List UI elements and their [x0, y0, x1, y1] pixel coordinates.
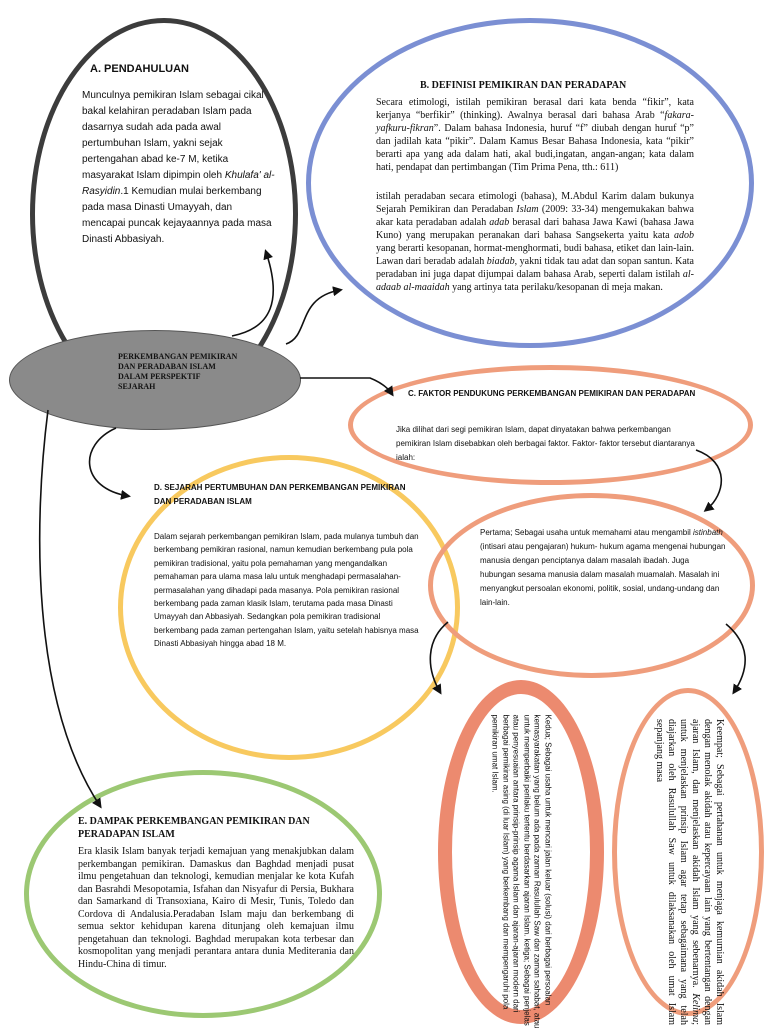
sejarah-title: D. SEJARAH PERTUMBUHAN DAN PERKEMBANGAN PEMIKIRAN DAN PERADABAN ISLAM [154, 483, 406, 506]
arrow-to-faktor-pertama [696, 450, 721, 510]
faktor-kedua-ketiga-body: Kedua; Sebagai usaha untuk mencari jalan keluar (solusi) dari berbagai persoalan kemasyarakatan yang belum ada pada zaman Rasulullah Saw dan zaman sahabat, atau untuk memperbaiki perilaku tertentu berdasarkan ajaran Islam. ketiga; Sebagai penjelas atau penyesuaian antara prinsip-prinsip agama Islam dan ajaran-ajaran modern dari berbagai pemikiran asing (di luar Islam) yang berkembang dan mempengaruhi pola pemikiran umat Islam. [491, 714, 553, 1029]
dampak-title: E. DAMPAK PERKEMBANGAN PEMIKIRAN DAN PERADAPAN ISLAM [78, 816, 310, 840]
arrow-to-faktor-keempat [726, 624, 745, 692]
pendahuluan-body: Munculnya pemikiran Islam sebagai cikal bakal kelahiran peradaban Islam pada dasarnya sudah ada pada awal pertumbuhan Islam, yakni sejak pertengahan abad ke-7 M, ketika masyarakat Islam dipimpin oleh Khulafa' al-Rasyidin.1 Kemudian mulai berkembang pada masa Dinasti Umayyah, dan mencapai puncak kejayaannya pada masa Dinasti Abbasiyah. [82, 90, 275, 245]
arrow-to-sejarah [90, 428, 128, 496]
center-topic-title: PERKEMBANGAN PEMIKIRAN DAN PERADABAN ISLAM DALAM PERSPEKTIF SEJARAH [118, 352, 238, 391]
faktor-body: Jika dilihat dari segi pemikiran Islam, dapat dinyatakan bahwa perkembangan pemikiran Islam disebabkan oleh berbagai faktor. Faktor- faktor tersebut diantaranya ialah: [396, 425, 695, 462]
sejarah-body: Dalam sejarah perkembangan pemikiran Islam, pada mulanya tumbuh dan berkembang pemikiran rasional, namun kemudian berkembang pula pola pemikiran tradisional, yaitu pola pemahaman yang mengandalkan pemahaman para ulama masa lalu untuk menghadapi permasalahan-permasalahan yang dihadapi pada masanya. Pola pemikiran rasional berkembang pada zaman klasik Islam, terutama pada masa Dinasti Umayyah dan Abbasiyah. Sedangkan pola pemikiran tradisional berkembang pada zaman pertengahan Islam, yaitu setelah habisnya masa Dinasti Abbasiyah hingga abad 18 M. [154, 532, 419, 649]
faktor-pertama-body: Pertama; Sebagai usaha untuk memahami atau mengambil istinbath (intisari atau pengajaran) hukum- hukum agama mengenai hubungan manusia dengan penciptanya dalam masalah ibadah. Juga hubungan sesama manusia dalam masalah muamalah. Masalah ini menyangkut persoalan ekonomi, politik, sosial, undang-undang dan lain-lain. [480, 528, 726, 607]
faktor-keempat-kelima-body: Keempat; Sebagai pertahanan untuk menjaga kemurnian akidah Islam dengan menolak akidah atau kepercayaan lain yang bertentangan dengan ajaran Islam, dan menjelaskan akidah Islam yang sebenarnya. Kelima; untuk menjelaskan prinsip Islam agar tetap sebagaimana yang telah diajarkan oleh Rasulullah Saw untuk dilaksanakan oleh umat Islam sepanjang masa [654, 719, 725, 1025]
pendahuluan-title: A. PENDAHULUAN [90, 63, 189, 75]
arrow-to-definisi [286, 290, 340, 344]
arrow-to-faktor-kedua [430, 622, 448, 692]
dampak-body: Era klasik Islam banyak terjadi kemajuan yang menakjubkan dalam perkembangan pemikiran. Damaskus dan Baghdad menjadi pusat ilmu pengetahuan dan teknologi, kemudian menjalar ke kota Kufah dan Basrahdi Mesopotamia, Isfahan dan Nisyafur di Persia, Bukhara dan Samarkand di Transoxiana, Kairo di Mesir, Tunis, Toledo dan Cordova di Andalusia.Peradaban Islam maju dan berkembang di semua sektor kehidupan karena ditunjang oleh kemajuan ilmu pengetahuan dan teknologi. Baghdad merupakan kota terbesar dan kosmopolitan yang menjadi perantara antara dunia Mediterania dan Hindu-China di timur. [78, 846, 354, 970]
definisi-title: B. DEFINISI PEMIKIRAN DAN PERADAPAN [420, 80, 627, 91]
definisi-paragraph-peradaban: istilah peradaban secara etimologi (bahasa), M.Abdul Karim dalam bukunya Sejarah Pemikiran dan Peradaban Islam (2009: 33-34) mengemukakan bahwa akar kata peradaban adalah adab berasal dari bahasa Jawa Kawi (bahasa Jawa Kuno) yang merupakan peranakan dari bahasa Sangsekerta yaitu kata adob yang berarti kesopanan, hormat-menghormati, budi bahasa, etiket dan lain-lain. Lawan dari beradab adalah biadab, yakni tidak tau adat dan sopan santun. Kata peradaban ini juga dapat dijumpai dalam bahasa Arab, seperti dalam istilah al-adaab al-maaidah yang artinya tata perilaku/kesopanan di meja makan. [376, 191, 694, 293]
definisi-paragraph-pemikiran: Secara etimologi, istilah pemikiran berasal dari kata benda “fikir”, kata kerjanya “berfikir” (thinking). Awalnya berasal dari bahasa Arab “fakara-yafkuru-fikran”. Dalam bahasa Indonesia, huruf “f” diubah dengan huruf “p” dan jadilah kata “pikir”. Dalam Kamus Besar Bahasa Indonesia, kata “pikir” berarti apa yang ada dalam hati, akal budi,ingatan, angan-angan; kata dalam hati, pendapat dan pertimbangan (Tim Prima Pena, tth.: 611) [376, 97, 694, 173]
arrow-to-pendahuluan [232, 252, 273, 336]
faktor-title: C. FAKTOR PENDUKUNG PERKEMBANGAN PEMIKIRAN DAN PERADAPAN [408, 389, 696, 398]
arrow-to-faktor [300, 378, 392, 394]
